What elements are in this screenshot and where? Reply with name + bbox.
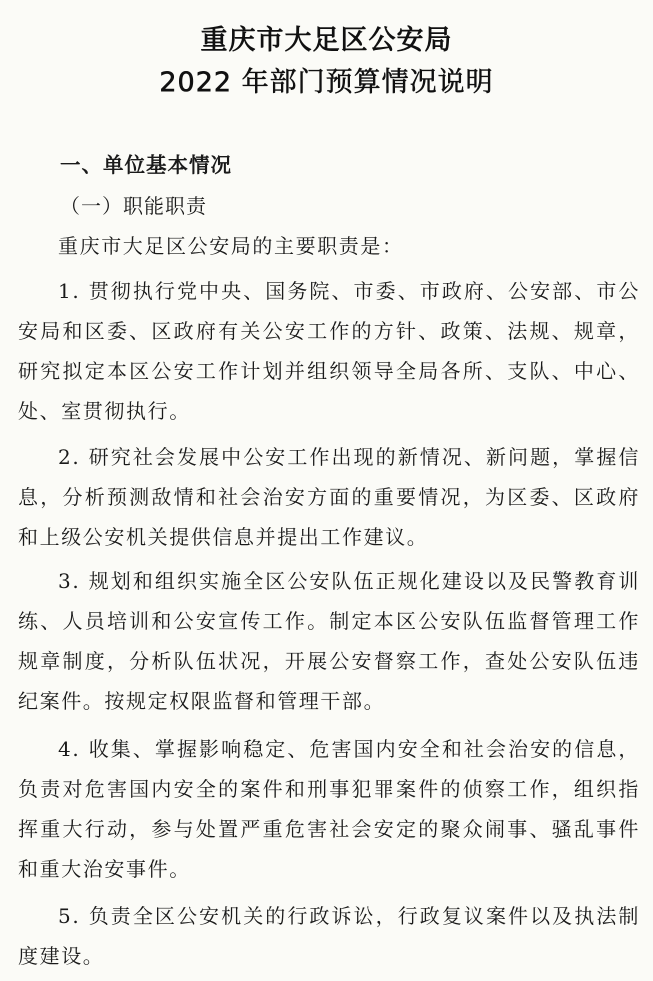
intro-paragraph: 重庆市大足区公安局的主要职责是： xyxy=(58,234,404,258)
duty-paragraph-2: 2. 研究社会发展中公安工作出现的新情况、新问题，掌握信息，分析预测敌情和社会治安方面的重要情况，为区委、区政府和上级公安机关提供信息并提出工作建议。 xyxy=(18,445,640,549)
duty-paragraph-4: 4. 收集、掌握影响稳定、危害国内安全和社会治安的信息，负责对危害国内安全的案件和刑事犯罪案件的侦察工作，组织指挥重大行动，参与处置严重危害社会安定的聚众闹事、骚乱事件和重大治安事件。 xyxy=(18,737,640,881)
document-title: 重庆市大足区公安局 xyxy=(200,25,453,56)
section-heading: 一、单位基本情况 xyxy=(60,153,232,177)
duty-paragraph-3: 3. 规划和组织实施全区公安队伍正规化建设以及民警教育训练、人员培训和公安宣传工作。制定本区公安队伍监督管理工作规章制度，分析队伍状况，开展公安督察工作，查处公安队伍违纪案件。按规定权限监督和管理干部。 xyxy=(18,569,640,713)
duty-paragraph-5: 5. 负责全区公安机关的行政诉讼，行政复议案件以及执法制度建设。 xyxy=(18,904,640,968)
subsection-heading: （一）职能职责 xyxy=(60,194,207,218)
document-subtitle: 2022 年部门预算情况说明 xyxy=(159,67,494,98)
duty-paragraph-1: 1. 贯彻执行党中央、国务院、市委、市政府、公安部、市公安局和区委、区政府有关公安工作的方针、政策、法规、规章，研究拟定本区公安工作计划并组织领导全局各所、支队、中心、处、室贯彻执行。 xyxy=(18,279,640,423)
